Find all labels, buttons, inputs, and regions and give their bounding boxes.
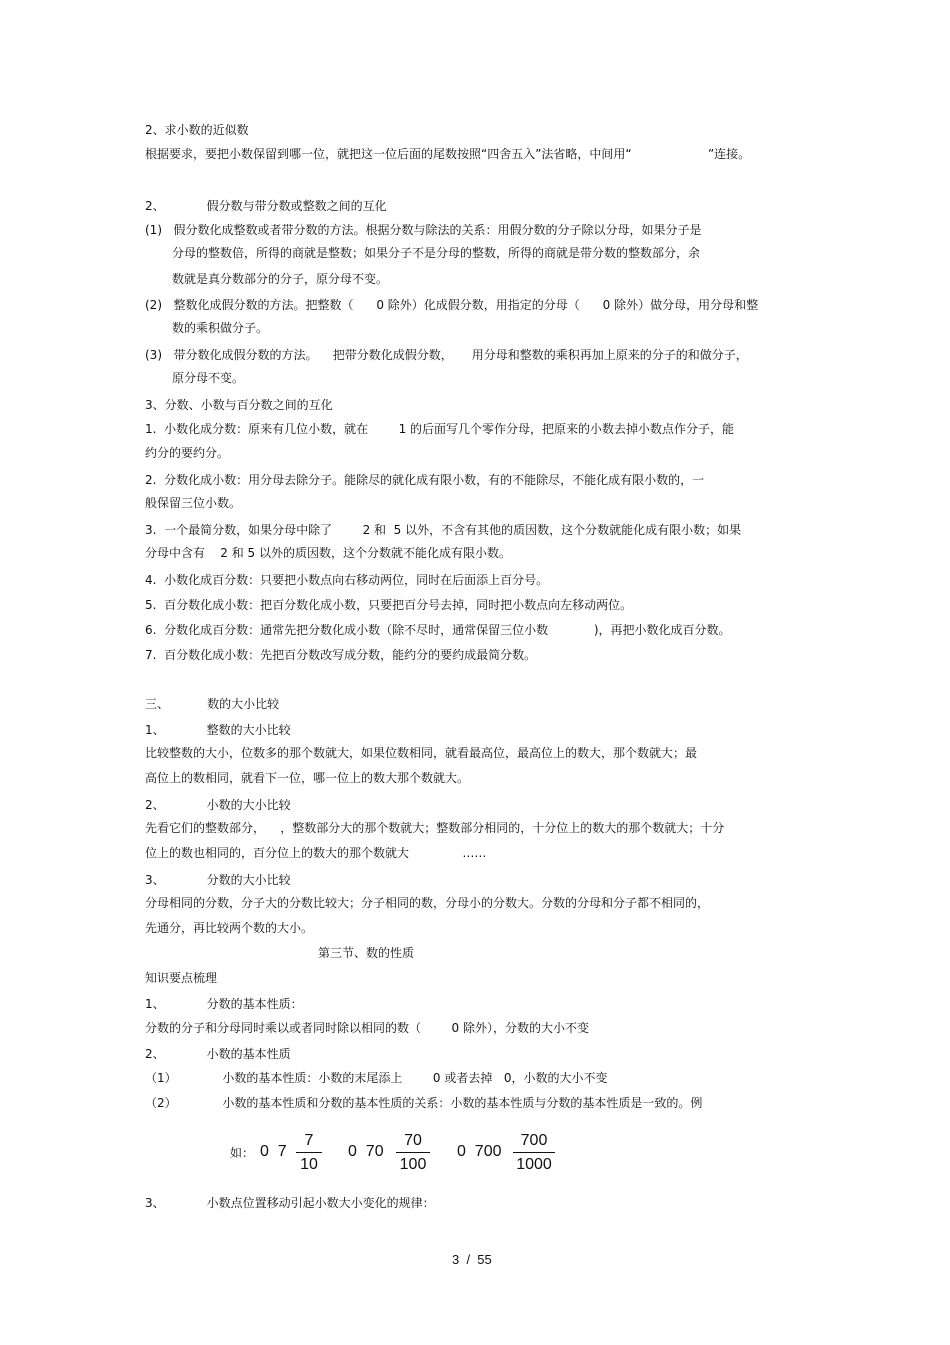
text-line: 根据要求，要把小数保留到哪一位，就把这一位后面的尾数按照“四舍五入”法省略，中间用“ ”连接。	[145, 147, 751, 161]
text-line: 3. 一个最简分数，如果分母中除了 2 和 5 以外，不含有其他的质因数，这个分数就能化成有限小数；如果	[145, 523, 742, 537]
text-line: 先通分，再比较两个数的大小。	[145, 921, 314, 935]
text-line: 2. 分数化成小数：用分母去除分子。能除尽的就化成有限小数，有的不能除尽，不能化成有限小数的，一	[145, 473, 705, 487]
text-line: (1) 假分数化成整数或者带分数的方法。根据分数与除法的关系：用假分数的分子除以分母，如果分子是	[145, 223, 702, 237]
text-line: 约分的要约分。	[145, 446, 230, 460]
numerator: 700	[513, 1132, 555, 1153]
text-line: 比较整数的大小，位数多的那个数就大，如果位数相同，就看最高位，最高位上的数大，那个数就大；最	[145, 746, 698, 760]
heading-compare: 三、 数的大小比较	[145, 697, 280, 711]
subheading: 2、 小数的大小比较	[145, 798, 291, 812]
subheading: 3、 小数点位置移动引起小数大小变化的规律：	[145, 1196, 435, 1210]
text-line: 7. 百分数化成小数：先把百分数改写成分数，能约分的要约成最简分数。	[145, 648, 537, 662]
fraction-7-10	[296, 1132, 322, 1174]
text-line: 4. 小数化成百分数：只要把小数点向右移动两位，同时在后面添上百分号。	[145, 573, 549, 587]
fraction-70-100	[396, 1132, 430, 1174]
text-line: 1. 小数化成分数：原来有几位小数，就在 1 的后面写几个零作分母，把原来的小数去掉小数点作分子，能	[145, 422, 735, 436]
text-line: 先看它们的整数部分， ，整数部分大的那个数就大；整数部分相同的，十分位上的数大的那个数就大；十分	[145, 821, 725, 835]
text-line: 6. 分数化成百分数：通常先把分数化成小数（除不尽时，通常保留三位小数 )，再把小数化成百分数。	[145, 623, 731, 637]
text-line: （1） 小数的基本性质：小数的末尾添上 0 或者去掉 0，小数的大小不变	[145, 1071, 608, 1085]
text-line: （2） 小数的基本性质和分数的基本性质的关系：小数的基本性质与分数的基本性质是一致的。例	[145, 1096, 703, 1110]
heading-approx-decimal: 2、求小数的近似数	[145, 123, 249, 137]
subheading: 3、 分数的大小比较	[145, 873, 291, 887]
text-line: 般保留三位小数。	[145, 496, 242, 510]
example-lead-2: 0 70	[348, 1143, 384, 1160]
heading-improper-fraction: 2、 假分数与带分数或整数之间的互化	[145, 199, 387, 213]
section-title: 第三节、数的性质	[318, 946, 415, 960]
subheading: 2、 小数的基本性质	[145, 1047, 291, 1061]
text-line: 分母中含有 2 和 5 以外的质因数，这个分数就不能化成有限小数。	[145, 546, 511, 560]
subheading: 1、 分数的基本性质：	[145, 997, 303, 1011]
heading-conversion: 3、分数、小数与百分数之间的互化	[145, 398, 333, 412]
text-line: 原分母不变。	[172, 371, 245, 385]
numerator: 7	[296, 1132, 322, 1153]
denominator: 10	[300, 1156, 318, 1173]
subheading: 1、 整数的大小比较	[145, 723, 291, 737]
page-number: 3 / 55	[452, 1252, 492, 1267]
fraction-700-1000	[513, 1132, 555, 1174]
text-line: 5. 百分数化成小数：把百分数化成小数，只要把百分号去掉，同时把小数点向左移动两位。	[145, 598, 633, 612]
text-line: 分母相同的分数，分子大的分数比较大；分子相同的数，分母小的分数大。分数的分母和分子都不相同的，	[145, 896, 710, 910]
example-prefix: 如：	[230, 1146, 255, 1160]
text-line: 分数的分子和分母同时乘以或者同时除以相同的数（ 0 除外），分数的大小不变	[145, 1021, 589, 1035]
heading-key-points: 知识要点梳理	[145, 971, 218, 985]
text-line: 高位上的数相同，就看下一位，哪一位上的数大那个数就大。	[145, 771, 470, 785]
example-lead-1: 0 7	[260, 1143, 287, 1160]
text-line: (2) 整数化成假分数的方法。把整数（ 0 除外）化成假分数，用指定的分母（ 0 除外）做分母，用分母和整	[145, 298, 759, 312]
text-line: (3) 带分数化成假分数的方法。 把带分数化成假分数， 用分母和整数的乘积再加上原来的分子的和做分子，	[145, 348, 748, 362]
text-line: 位上的数也相同的，百分位上的数大的那个数就大 ……	[145, 846, 487, 860]
example-lead-3: 0 700	[457, 1143, 502, 1160]
denominator: 100	[399, 1156, 427, 1173]
numerator: 70	[396, 1132, 430, 1153]
text-line: 数的乘积做分子。	[172, 321, 269, 335]
text-line: 分母的整数倍，所得的商就是整数；如果分子不是分母的整数，所得的商就是带分数的整数部分，余	[172, 246, 701, 260]
text-line: 数就是真分数部分的分子，原分母不变。	[172, 272, 389, 286]
denominator: 1000	[516, 1156, 552, 1173]
